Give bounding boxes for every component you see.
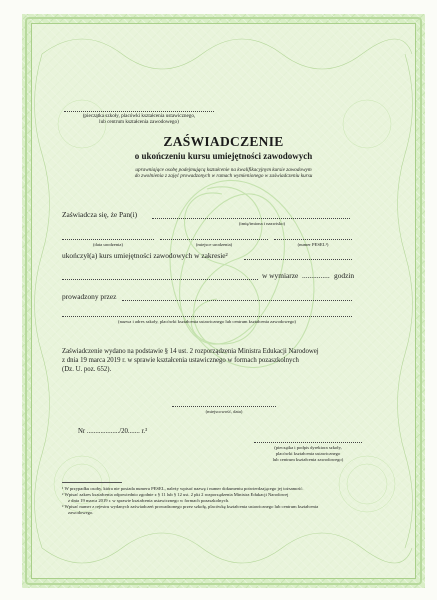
- name-caption: (imię/imiona i nazwisko): [238, 221, 286, 226]
- footnote-divider: [62, 482, 122, 483]
- register-year-field[interactable]: .......: [127, 428, 140, 435]
- certificate-sheet: [22, 14, 425, 588]
- place-date-field[interactable]: [172, 406, 276, 407]
- pesel-field[interactable]: [274, 239, 352, 240]
- certificate-title: ZAŚWIADCZENIE: [163, 134, 284, 149]
- legal-basis-3: (Dz. U. poz. 652).: [62, 366, 112, 373]
- conducted-field-2[interactable]: [62, 316, 352, 317]
- register-number: [78, 427, 147, 436]
- legal-basis-2: z dnia 19 marca 2019 r. w sprawie kształcenia ustawicznego w formach pozaszkolnych: [62, 357, 299, 364]
- conducted-caption: (nazwa i adres szkoły, placówki kształcenia ustawicznego lub centrum kształcenia zawodowego): [118, 319, 296, 324]
- footnote-2a: ² Wpisać zakres kształcenia odpowiednio zgodnie z § 11 lub § 12 ust. 2 pkt 2 rozporządzenia Ministra Edukacji Narodowej: [62, 492, 289, 497]
- signature-field[interactable]: [254, 442, 362, 443]
- signature-caption-2: placówki kształcenia ustawicznego: [275, 451, 341, 456]
- completed-label: ukończył(a) kurs umiejętności zawodowych w zakresie²: [62, 251, 228, 260]
- hours-prefix: w wymiarze: [262, 271, 299, 280]
- signature-caption-3: lub centrum kształcenia zawodowego): [272, 457, 344, 462]
- name-field[interactable]: [152, 218, 350, 219]
- pesel-caption: (numer PESEL¹): [297, 242, 329, 247]
- certificate-subtitle: o ukończeniu kursu umiejętności zawodowych: [134, 151, 313, 161]
- footnote-2b: z dnia 19 marca 2019 r. w sprawie kształcenia ustawicznego w formach pozaszkolnych.: [68, 498, 230, 503]
- course-scope-field-2[interactable]: [62, 279, 258, 280]
- footnote-1: ¹ W przypadku osoby, która nie posiada numeru PESEL, należy wpisać nazwę i numer dokumentu potwierdzającego jej tożsamość.: [62, 486, 304, 491]
- signature-caption-1: (pieczątka i podpis dyrektora szkoły,: [274, 445, 342, 450]
- conducted-field[interactable]: [122, 300, 352, 301]
- birth-place-field[interactable]: [160, 239, 268, 240]
- legal-basis-1: Zaświadczenie wydano na podstawie § 14 ust. 2 rozporządzenia Ministra Edukacji Narodowej: [62, 348, 319, 355]
- title-note-2: do zwolnienia z zajęć prowadzonych w ramach wymienionego w zaświadczeniu kursu: [134, 173, 313, 179]
- title-note-1: uprawniające osobę podejmującą kształcenie na kwalifikacyjnym kursie zawodowym: [135, 167, 312, 173]
- school-stamp-line[interactable]: [64, 111, 214, 112]
- register-number-suffix: r.³: [141, 428, 148, 435]
- school-caption-1: (pieczątka szkoły, placówki kształcenia ustawicznego,: [82, 113, 196, 119]
- conducted-label: prowadzony przez: [62, 292, 117, 301]
- birth-place-caption: (miejsce urodzenia): [195, 242, 233, 247]
- register-number-sep: /20: [119, 428, 128, 435]
- birth-date-field[interactable]: [62, 239, 154, 240]
- place-date-caption: (miejscowość, data): [205, 409, 243, 414]
- register-number-field[interactable]: ...................: [86, 428, 120, 435]
- birth-date-caption: (data urodzenia): [93, 242, 123, 247]
- hours-suffix: godzin: [334, 271, 355, 280]
- register-number-prefix: Nr: [78, 428, 86, 435]
- footnote-3a: ³ Wpisać numer z rejestru wydanych zaświadczeń prowadzonego przez szkołę, placówkę kształcenia ustawicznego lub centrum kształcenia: [62, 504, 319, 509]
- school-caption-2: lub centrum kształcenia zawodowego): [99, 119, 179, 125]
- footnote-3b: zawodowego.: [68, 510, 94, 515]
- intro-label: Zaświadcza się, że Pan(i): [62, 210, 138, 219]
- certificate-content: [22, 14, 425, 588]
- hours-field[interactable]: ...............: [302, 271, 330, 280]
- course-scope-field[interactable]: [244, 259, 352, 260]
